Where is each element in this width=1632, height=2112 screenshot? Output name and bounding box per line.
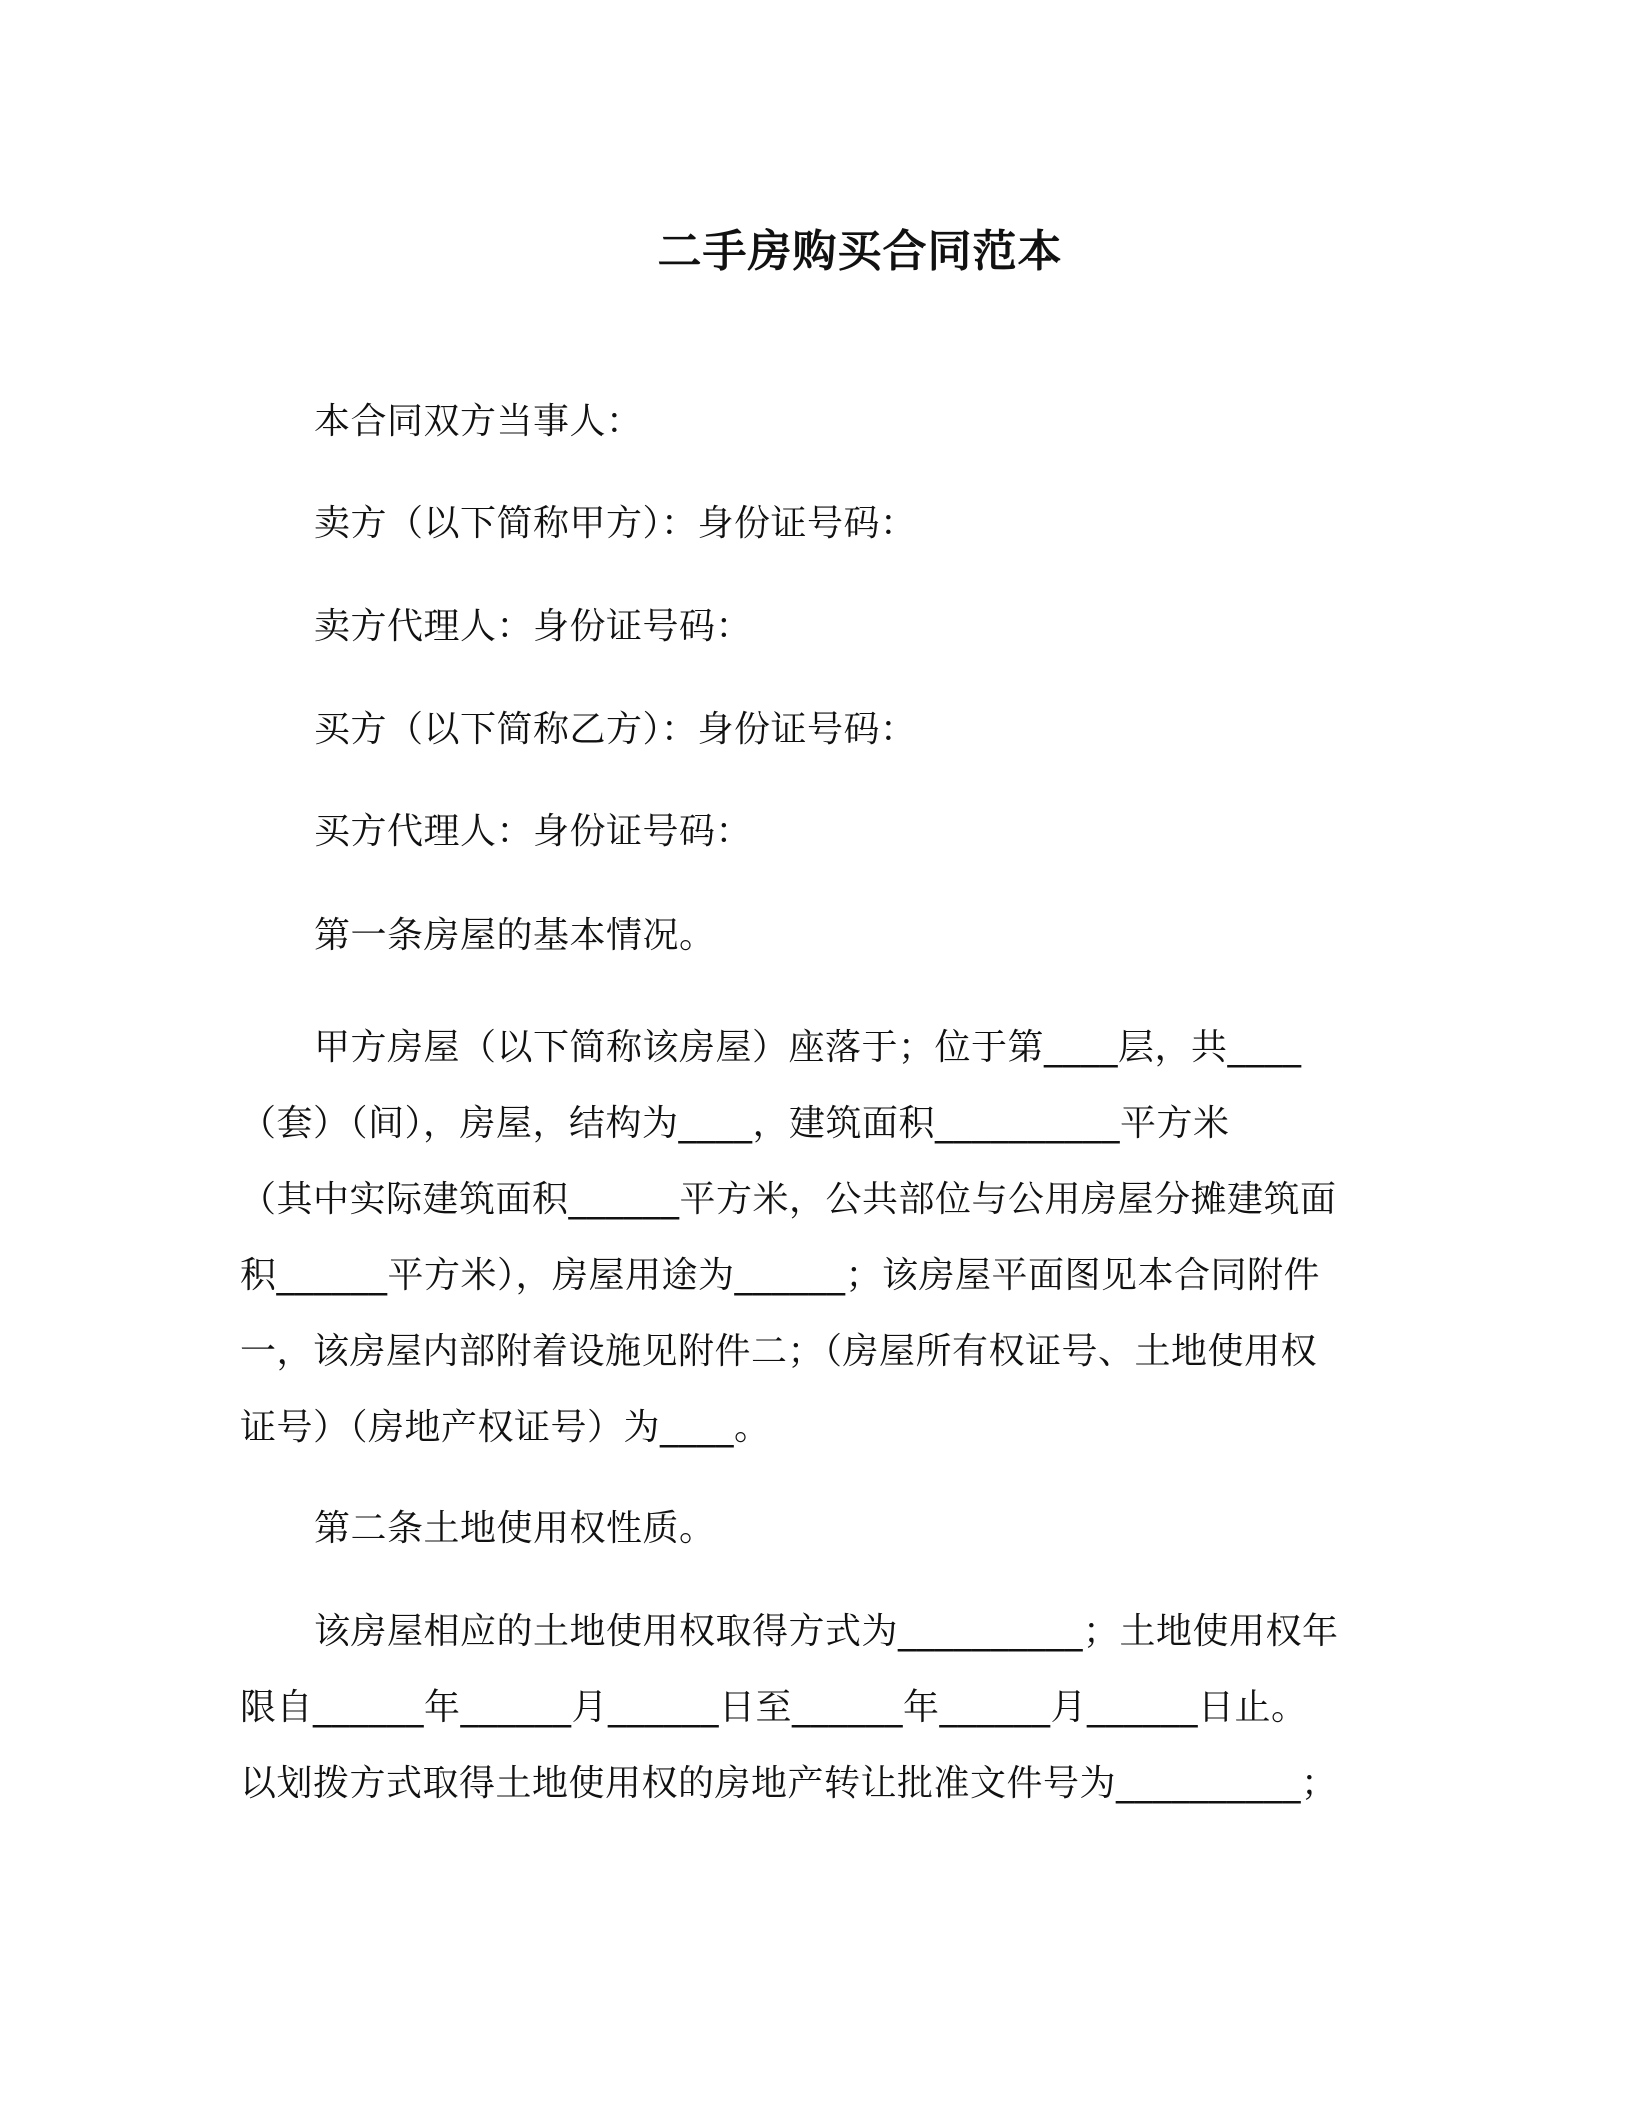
buyer-line: 买方（以下简称乙方）：身份证号码： (314, 709, 917, 750)
document-title: 二手房购买合同范本 (657, 226, 1063, 277)
article-2-text-line: 限自______年______月______日至______年______月______日止。 (240, 1687, 1308, 1728)
article-1-heading: 第一条房屋的基本情况。 (314, 915, 716, 956)
seller-line: 卖方（以下简称甲方）：身份证号码： (314, 503, 917, 544)
article-1-text-line: 一，该房屋内部附着设施见附件二；（房屋所有权证号、土地使用权 (240, 1331, 1318, 1372)
article-1-text-line: 积______平方米），房屋用途为______；该房屋平面图见本合同附件 (240, 1255, 1321, 1296)
article-1-text-line: 证号）（房地产权证号）为____。 (240, 1407, 771, 1448)
article-1-text-line: 甲方房屋（以下简称该房屋）座落于；位于第____层，共____ (314, 1027, 1302, 1068)
article-1-text-line: （其中实际建筑面积______平方米，公共部位与公用房屋分摊建筑面 (240, 1179, 1337, 1220)
article-2-heading: 第二条土地使用权性质。 (314, 1508, 716, 1549)
buyer-agent-line: 买方代理人：身份证号码： (314, 811, 753, 852)
article-2-text-line: 以划拨方式取得土地使用权的房地产转让批准文件号为__________； (240, 1763, 1338, 1804)
parties-heading: 本合同双方当事人： (314, 401, 643, 442)
article-1-text-line: （套）（间），房屋，结构为____，建筑面积__________平方米 (240, 1103, 1230, 1144)
seller-agent-line: 卖方代理人：身份证号码： (314, 606, 753, 647)
article-2-text-line: 该房屋相应的土地使用权取得方式为__________；土地使用权年 (314, 1611, 1339, 1652)
